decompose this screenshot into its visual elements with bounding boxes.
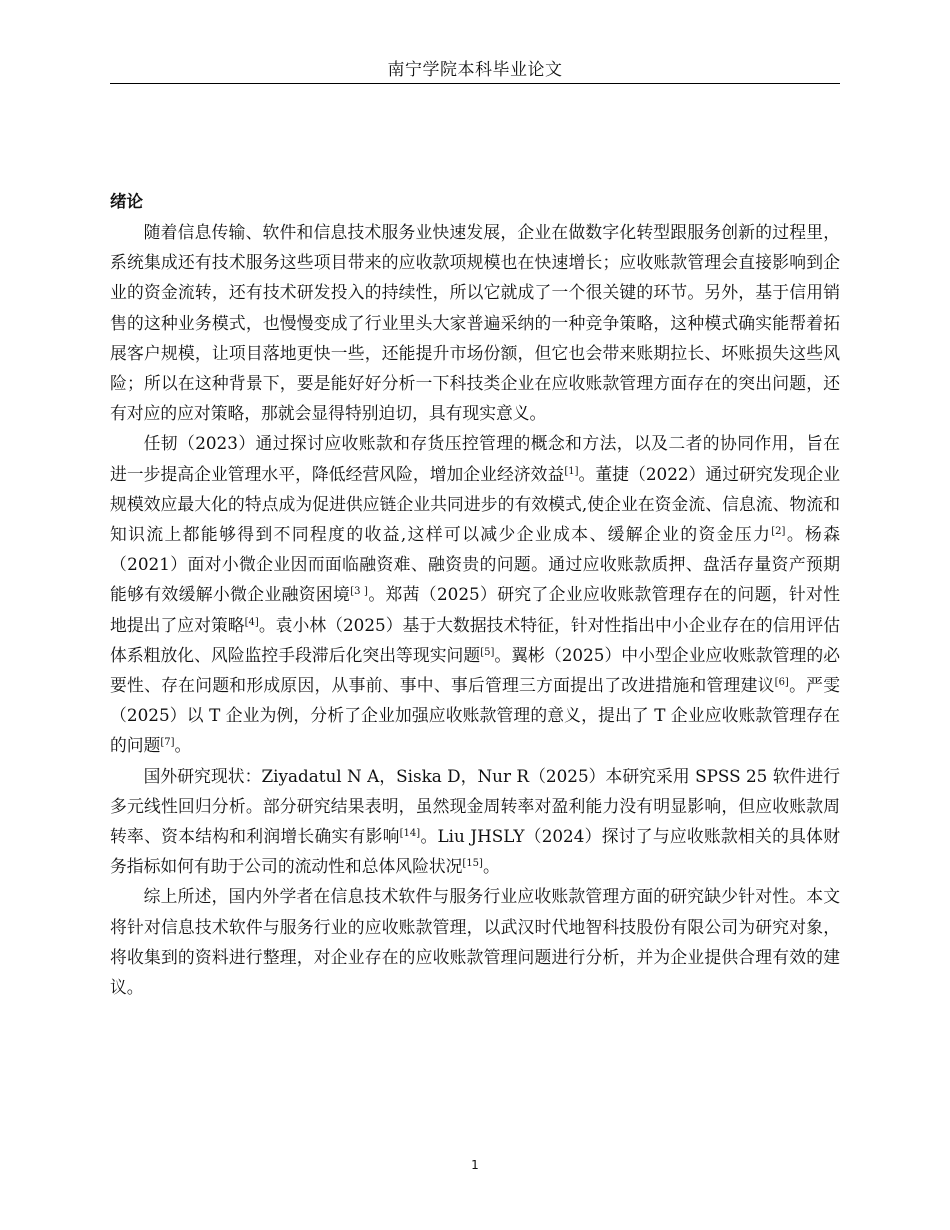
citation: [3 ] xyxy=(350,586,368,598)
citation: [2] xyxy=(771,526,786,538)
paragraph-text: 。董捷（2022）通过研究发现企业规模效应最大化的特点成为促进供应链企业共同进步的有效模式,使企业在资金流、信息流、物流和知识流上都能够得到不同程度的收益,这样可以减少企业成本、缓解企业的资金压力 xyxy=(110,463,840,545)
paragraph-text: 随着信息传输、软件和信息技术服务业快速发展，企业在做数字化转型跟服务创新的过程里，系统集成还有技术服务这些项目带来的应收款项规模也在快速增长；应收账款管理会直接影响到企业的资金流转，还有技术研发投入的持续性，所以它就成了一个很关键的环节。另外，基于信用销售的这种业务模式，也慢慢变成了行业里头大家普遍采纳的一种竞争策略，这种模式确实能帮着拓展客户规模，让项目落地更快一些，还能提升市场份额，但它也会带来账期拉长、坏账损失这些风险；所以在这种背景下，要是能好好分析一下科技类企业在应收账款管理方面存在的突出问题，还有对应的应对策略，那就会显得特别迫切，具有现实意义。 xyxy=(110,222,840,424)
running-header: 南宁学院本科毕业论文 xyxy=(387,60,563,80)
header-divider xyxy=(110,83,840,84)
paragraph-text: 综上所述，国内外学者在信息技术软件与服务行业应收账款管理方面的研究缺少针对性。本文将针对信息技术软件与服务行业的应收账款管理，以武汉时代地智科技股份有限公司为研究对象，将收集到的资料进行整理，对企业存在的应收账款管理问题进行分析，并为企业提供合理有效的建议。 xyxy=(110,886,840,998)
citation: [4] xyxy=(244,616,259,628)
paragraph-text: 。Liu JHSLY（2024）探讨了与应收账款相关的具体财务指标如何有助于公司的流动性和总体风险状况 xyxy=(110,826,840,877)
paragraph-domestic-research xyxy=(110,428,840,760)
citation: [7] xyxy=(160,737,175,749)
paragraph-summary xyxy=(110,881,840,1002)
paragraph-foreign-research xyxy=(110,761,840,882)
citation: [1] xyxy=(564,465,579,477)
body-text xyxy=(110,217,840,1002)
citation: [14] xyxy=(399,828,421,840)
paragraph-text: 。翼彬（2025）中小型企业应收账款管理的必要性、存在问题和形成原因，从事前、事中、事后管理三方面提出了改进措施和管理建议 xyxy=(110,644,840,696)
paragraph-text: 国外研究现状：Ziyadatul N A，Siska D，Nur R（2025）本研究采用 SPSS 25 软件进行多元线性回归分析。部分研究结果表明，虽然现金周转率对盈利能力没有明显影响，但应收账款周转率、资本结构和利润增长确实有影响 xyxy=(110,765,840,847)
paragraph-text: 任韧（2023）通过探讨应收账款和存货压控管理的概念和方法，以及二者的协同作用，旨在进一步提高企业管理水平，降低经营风险，增加企业经济效益 xyxy=(110,433,840,484)
paragraph-text: 。杨森（2021）面对小微企业因而面临融资难、融资贵的问题。通过应收账款质押、盘活存量资产预期能够有效缓解小微企业融资困境 xyxy=(110,524,840,605)
section-title: 绪论 xyxy=(110,192,143,211)
citation: [15] xyxy=(462,858,483,870)
paragraph-background xyxy=(110,217,840,428)
citation: [6] xyxy=(774,677,789,689)
paragraph-text: 。严雯（2025）以 T 企业为例，分析了企业加强应收账款管理的意义，提出了 T 企业应收账款管理存在的问题 xyxy=(110,675,840,756)
paragraph-text: 。 xyxy=(482,856,500,877)
paragraph-text: 。袁小林（2025）基于大数据技术特征，针对性指出中小企业存在的信用评估体系粗放化、风险监控手段滞后化突出等现实问题 xyxy=(110,614,840,665)
paragraph-text: 。 xyxy=(174,735,192,756)
paragraph-text: 。郑茜（2025）研究了企业应收账款管理存在的问题，针对性地提出了应对策略 xyxy=(110,584,840,635)
citation: [5] xyxy=(480,646,495,658)
page-number: 1 xyxy=(471,1158,479,1172)
